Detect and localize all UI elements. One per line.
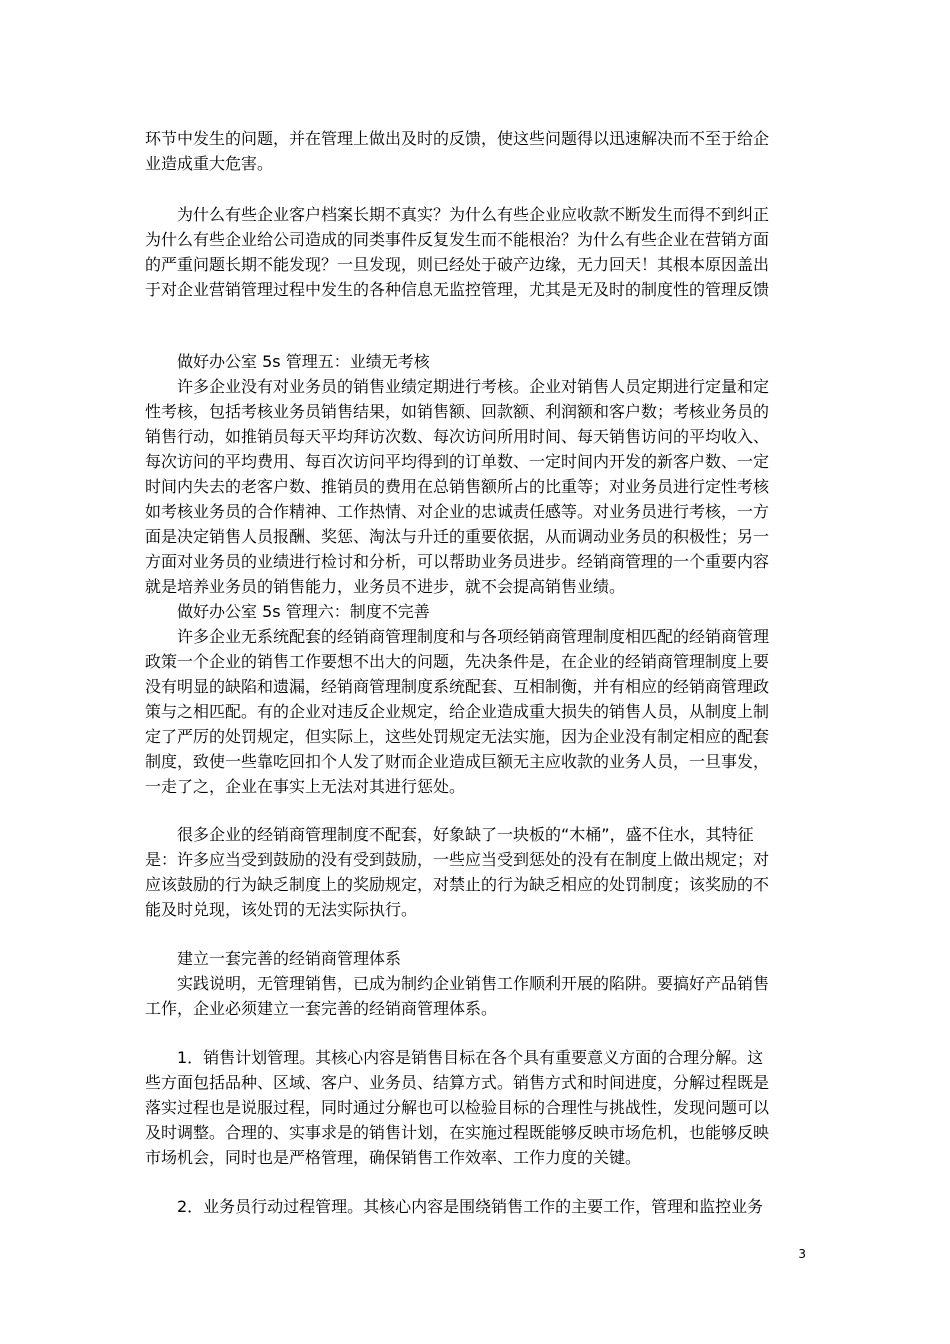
text-line: 于对企业营销管理过程中发生的各种信息无监控管理，尤其是无及时的制度性的管理反馈 (145, 280, 770, 299)
text-line: 为什么有些企业客户档案长期不真实？为什么有些企业应收款不断发生而得不到纠正 (177, 205, 770, 224)
text-line: 很多企业的经销商管理制度不配套，好象缺了一块板的“木桶”，盛不住水，其特征 (177, 825, 754, 844)
text-line: 性考核，包括考核业务员销售结果，如销售额、回款额、利润额和客户数；考核业务员的 (145, 402, 770, 421)
text-line: 应该鼓励的行为缺乏制度上的奖励规定，对禁止的行为缺乏相应的处罚制度；该奖励的不 (145, 875, 770, 894)
text-line: 工作，企业必须建立一套完善的经销商管理体系。 (145, 999, 498, 1018)
text-line: 业造成重大危害。 (145, 154, 274, 173)
text-line: 许多企业没有对业务员的销售业绩定期进行考核。企业对销售人员定期进行定量和定 (177, 377, 770, 396)
text-line: 及时调整。合理的、实事求是的销售计划，在实施过程既能够反映市场危机，也能够反映 (145, 1123, 770, 1142)
section-heading: 建立一套完善的经销商管理体系 (177, 949, 402, 968)
text-line: 2．业务员行动过程管理。其核心内容是围绕销售工作的主要工作，管理和监控业务 (177, 1197, 764, 1216)
text-line: 制度，致使一些靠吃回扣个人发了财而企业造成巨额无主应收款的业务人员，一旦事发， (145, 752, 770, 771)
text-line: 实践说明，无管理销售，已成为制约企业销售工作顺利开展的陷阱。要搞好产品销售 (177, 974, 770, 993)
text-line: 政策一个企业的销售工作要想不出大的问题，先决条件是，在企业的经销商管理制度上要 (145, 652, 770, 671)
text-line: 策与之相匹配。有的企业对违反企业规定，给企业造成重大损失的销售人员，从制度上制 (145, 702, 770, 721)
text-line: 面是决定销售人员报酬、奖惩、淘汰与升迁的重要依据，从而调动业务员的积极性；另一 (145, 527, 770, 546)
text-line: 如考核业务员的合作精神、工作热情、对企业的忠诚责任感等。对业务员进行考核，一方 (145, 502, 770, 521)
section-heading: 做好办公室 5s 管理六：制度不完善 (177, 602, 430, 621)
text-line: 为什么有些企业给公司造成的同类事件反复发生而不能根治？为什么有些企业在营销方面 (145, 230, 770, 249)
text-line: 的严重问题长期不能发现？一旦发现，则已经处于破产边缘，无力回天！其根本原因盖出 (145, 255, 770, 274)
text-line: 没有明显的缺陷和遗漏，经销商管理制度系统配套、互相制衡，并有相应的经销商管理政 (145, 677, 770, 696)
text-line: 就是培养业务员的销售能力，业务员不进步，就不会提高销售业绩。 (145, 577, 626, 596)
text-line: 能及时兑现，该处罚的无法实际执行。 (145, 900, 418, 919)
text-line: 环节中发生的问题，并在管理上做出及时的反馈，使这些问题得以迅速解决而不至于给企 (145, 129, 770, 148)
text-line: 落实过程也是说服过程，同时通过分解也可以检验目标的合理性与挑战性，发现问题可以 (145, 1098, 770, 1117)
page-number: 3 (798, 1247, 806, 1261)
text-line: 市场机会，同时也是严格管理，确保销售工作效率、工作力度的关键。 (145, 1148, 642, 1167)
text-line: 时间内失去的老客户数、推销员的费用在总销售额所占的比重等；对业务员进行定性考核 (145, 477, 770, 496)
text-line: 销售行动，如推销员每天平均拜访次数、每次访问所用时间、每天销售访问的平均收入、 (145, 427, 770, 446)
text-line: 一走了之，企业在事实上无法对其进行惩处。 (145, 777, 466, 796)
section-heading: 做好办公室 5s 管理五：业绩无考核 (177, 352, 430, 371)
text-line: 每次访问的平均费用、每百次访问平均得到的订单数、一定时间内开发的新客户数、一定 (145, 452, 770, 471)
text-line: 些方面包括品种、区域、客户、业务员、结算方式。销售方式和时间进度，分解过程既是 (145, 1073, 770, 1092)
text-line: 是：许多应当受到鼓励的没有受到鼓励，一些应当受到惩处的没有在制度上做出规定；对 (145, 850, 770, 869)
text-line: 方面对业务员的业绩进行检讨和分析，可以帮助业务员进步。经销商管理的一个重要内容 (145, 552, 770, 571)
text-line: 许多企业无系统配套的经销商管理制度和与各项经销商管理制度相匹配的经销商管理 (177, 627, 770, 646)
text-line: 定了严厉的处罚规定，但实际上，这些处罚规定无法实施，因为企业没有制定相应的配套 (145, 727, 770, 746)
text-line: 1．销售计划管理。其核心内容是销售目标在各个具有重要意义方面的合理分解。这 (177, 1048, 764, 1067)
